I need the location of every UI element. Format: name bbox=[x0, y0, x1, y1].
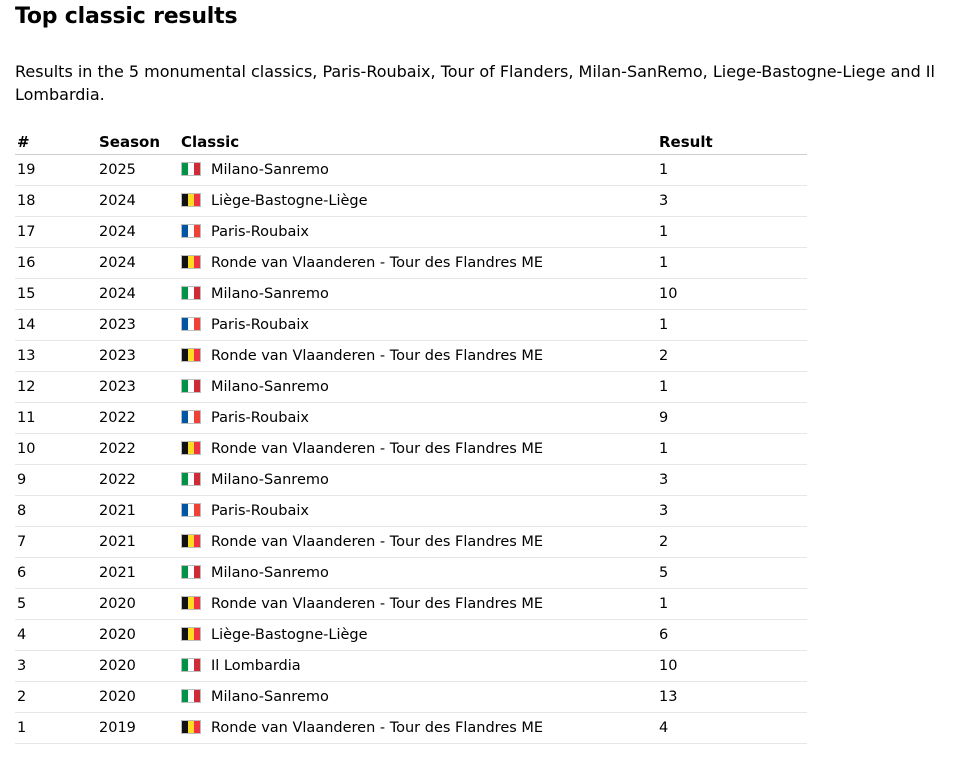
row-result: 1 bbox=[657, 155, 807, 186]
row-classic bbox=[179, 713, 657, 744]
row-num: 4 bbox=[15, 620, 97, 651]
row-season: 2024 bbox=[97, 217, 179, 248]
classic-name[interactable]: Paris-Roubaix bbox=[211, 410, 309, 426]
row-result: 10 bbox=[657, 279, 807, 310]
classic-name[interactable]: Il Lombardia bbox=[211, 658, 301, 674]
row-classic bbox=[179, 620, 657, 651]
table-row bbox=[15, 248, 807, 279]
table-row bbox=[15, 620, 807, 651]
row-num: 11 bbox=[15, 403, 97, 434]
flag-france-icon bbox=[181, 410, 201, 424]
classic-name[interactable]: Milano-Sanremo bbox=[211, 379, 329, 395]
table-row bbox=[15, 310, 807, 341]
row-result: 13 bbox=[657, 682, 807, 713]
flag-italy-icon bbox=[181, 472, 201, 486]
row-season: 2022 bbox=[97, 434, 179, 465]
table-row bbox=[15, 434, 807, 465]
table-row bbox=[15, 372, 807, 403]
row-season: 2020 bbox=[97, 651, 179, 682]
row-num: 5 bbox=[15, 589, 97, 620]
header-result: Result bbox=[657, 130, 807, 155]
flag-italy-icon bbox=[181, 379, 201, 393]
table-row bbox=[15, 217, 807, 248]
classic-name[interactable]: Ronde van Vlaanderen - Tour des Flandres ME bbox=[211, 348, 544, 364]
row-num: 15 bbox=[15, 279, 97, 310]
flag-italy-icon bbox=[181, 286, 201, 300]
row-classic bbox=[179, 341, 657, 372]
row-classic bbox=[179, 248, 657, 279]
row-classic bbox=[179, 589, 657, 620]
row-season: 2024 bbox=[97, 186, 179, 217]
row-num: 13 bbox=[15, 341, 97, 372]
row-season: 2020 bbox=[97, 620, 179, 651]
classic-name[interactable]: Milano-Sanremo bbox=[211, 472, 329, 488]
classic-name[interactable]: Liège-Bastogne-Liège bbox=[211, 193, 368, 209]
classic-name[interactable]: Milano-Sanremo bbox=[211, 689, 329, 705]
table-row bbox=[15, 589, 807, 620]
table-row bbox=[15, 713, 807, 744]
table-row bbox=[15, 465, 807, 496]
row-result: 1 bbox=[657, 372, 807, 403]
row-result: 1 bbox=[657, 310, 807, 341]
row-result: 3 bbox=[657, 186, 807, 217]
row-season: 2023 bbox=[97, 341, 179, 372]
results-body bbox=[15, 155, 807, 744]
row-num: 17 bbox=[15, 217, 97, 248]
flag-france-icon bbox=[181, 503, 201, 517]
row-num: 16 bbox=[15, 248, 97, 279]
row-season: 2022 bbox=[97, 465, 179, 496]
flag-belgium-icon bbox=[181, 596, 201, 610]
flag-belgium-icon bbox=[181, 720, 201, 734]
header-season: Season bbox=[97, 130, 179, 155]
flag-italy-icon bbox=[181, 162, 201, 176]
row-num: 2 bbox=[15, 682, 97, 713]
table-row bbox=[15, 155, 807, 186]
flag-italy-icon bbox=[181, 565, 201, 579]
row-season: 2023 bbox=[97, 372, 179, 403]
table-row bbox=[15, 186, 807, 217]
row-classic bbox=[179, 372, 657, 403]
row-result: 10 bbox=[657, 651, 807, 682]
row-num: 14 bbox=[15, 310, 97, 341]
table-row bbox=[15, 341, 807, 372]
row-result: 5 bbox=[657, 558, 807, 589]
table-row bbox=[15, 651, 807, 682]
row-season: 2024 bbox=[97, 248, 179, 279]
row-result: 1 bbox=[657, 248, 807, 279]
row-classic bbox=[179, 651, 657, 682]
row-num: 6 bbox=[15, 558, 97, 589]
row-classic bbox=[179, 186, 657, 217]
row-result: 3 bbox=[657, 496, 807, 527]
flag-france-icon bbox=[181, 224, 201, 238]
classic-name[interactable]: Ronde van Vlaanderen - Tour des Flandres ME bbox=[211, 441, 544, 457]
header-classic: Classic bbox=[179, 130, 657, 155]
results-table bbox=[15, 130, 807, 744]
row-season: 2021 bbox=[97, 527, 179, 558]
table-row bbox=[15, 403, 807, 434]
row-classic bbox=[179, 527, 657, 558]
table-row bbox=[15, 527, 807, 558]
header-num: # bbox=[15, 130, 97, 155]
table-row bbox=[15, 279, 807, 310]
table-row bbox=[15, 558, 807, 589]
classic-name[interactable]: Ronde van Vlaanderen - Tour des Flandres ME bbox=[211, 534, 544, 550]
row-classic bbox=[179, 496, 657, 527]
row-season: 2020 bbox=[97, 589, 179, 620]
row-result: 1 bbox=[657, 434, 807, 465]
row-season: 2022 bbox=[97, 403, 179, 434]
row-season: 2019 bbox=[97, 713, 179, 744]
row-result: 3 bbox=[657, 465, 807, 496]
row-result: 4 bbox=[657, 713, 807, 744]
row-classic bbox=[179, 682, 657, 713]
row-num: 3 bbox=[15, 651, 97, 682]
row-season: 2024 bbox=[97, 279, 179, 310]
classic-name[interactable]: Ronde van Vlaanderen - Tour des Flandres ME bbox=[211, 255, 544, 271]
row-result: 9 bbox=[657, 403, 807, 434]
classic-name[interactable]: Milano-Sanremo bbox=[211, 162, 329, 178]
classic-name[interactable]: Milano-Sanremo bbox=[211, 286, 329, 302]
flag-belgium-icon bbox=[181, 348, 201, 362]
classic-name[interactable]: Ronde van Vlaanderen - Tour des Flandres ME bbox=[211, 720, 544, 736]
row-season: 2025 bbox=[97, 155, 179, 186]
flag-belgium-icon bbox=[181, 441, 201, 455]
flag-belgium-icon bbox=[181, 193, 201, 207]
row-classic bbox=[179, 465, 657, 496]
flag-italy-icon bbox=[181, 689, 201, 703]
row-num: 7 bbox=[15, 527, 97, 558]
row-classic bbox=[179, 217, 657, 248]
row-season: 2020 bbox=[97, 682, 179, 713]
row-classic bbox=[179, 310, 657, 341]
classic-name[interactable]: Milano-Sanremo bbox=[211, 565, 329, 581]
page-description: Results in the 5 monumental classics, Paris-Roubaix, Tour of Flanders, Milan-SanRemo, Liege-Bastogne-Liege and Il Lombardia. bbox=[15, 62, 935, 104]
classic-name[interactable]: Ronde van Vlaanderen - Tour des Flandres ME bbox=[211, 596, 544, 612]
row-classic bbox=[179, 403, 657, 434]
table-row bbox=[15, 496, 807, 527]
classic-name[interactable]: Paris-Roubaix bbox=[211, 317, 309, 333]
row-result: 2 bbox=[657, 341, 807, 372]
row-result: 1 bbox=[657, 589, 807, 620]
row-num: 1 bbox=[15, 713, 97, 744]
classic-name[interactable]: Liège-Bastogne-Liège bbox=[211, 627, 368, 643]
page-title: Top classic results bbox=[15, 4, 238, 29]
row-classic bbox=[179, 558, 657, 589]
table-header-row bbox=[15, 130, 807, 155]
row-result: 6 bbox=[657, 620, 807, 651]
classic-name[interactable]: Paris-Roubaix bbox=[211, 224, 309, 240]
row-result: 2 bbox=[657, 527, 807, 558]
row-num: 18 bbox=[15, 186, 97, 217]
row-num: 19 bbox=[15, 155, 97, 186]
row-season: 2023 bbox=[97, 310, 179, 341]
row-classic bbox=[179, 434, 657, 465]
row-season: 2021 bbox=[97, 558, 179, 589]
row-classic bbox=[179, 155, 657, 186]
flag-belgium-icon bbox=[181, 534, 201, 548]
row-num: 9 bbox=[15, 465, 97, 496]
table-row bbox=[15, 682, 807, 713]
classic-name[interactable]: Paris-Roubaix bbox=[211, 503, 309, 519]
flag-belgium-icon bbox=[181, 627, 201, 641]
row-season: 2021 bbox=[97, 496, 179, 527]
row-result: 1 bbox=[657, 217, 807, 248]
flag-italy-icon bbox=[181, 658, 201, 672]
row-num: 12 bbox=[15, 372, 97, 403]
row-num: 8 bbox=[15, 496, 97, 527]
flag-belgium-icon bbox=[181, 255, 201, 269]
row-num: 10 bbox=[15, 434, 97, 465]
row-classic bbox=[179, 279, 657, 310]
flag-france-icon bbox=[181, 317, 201, 331]
